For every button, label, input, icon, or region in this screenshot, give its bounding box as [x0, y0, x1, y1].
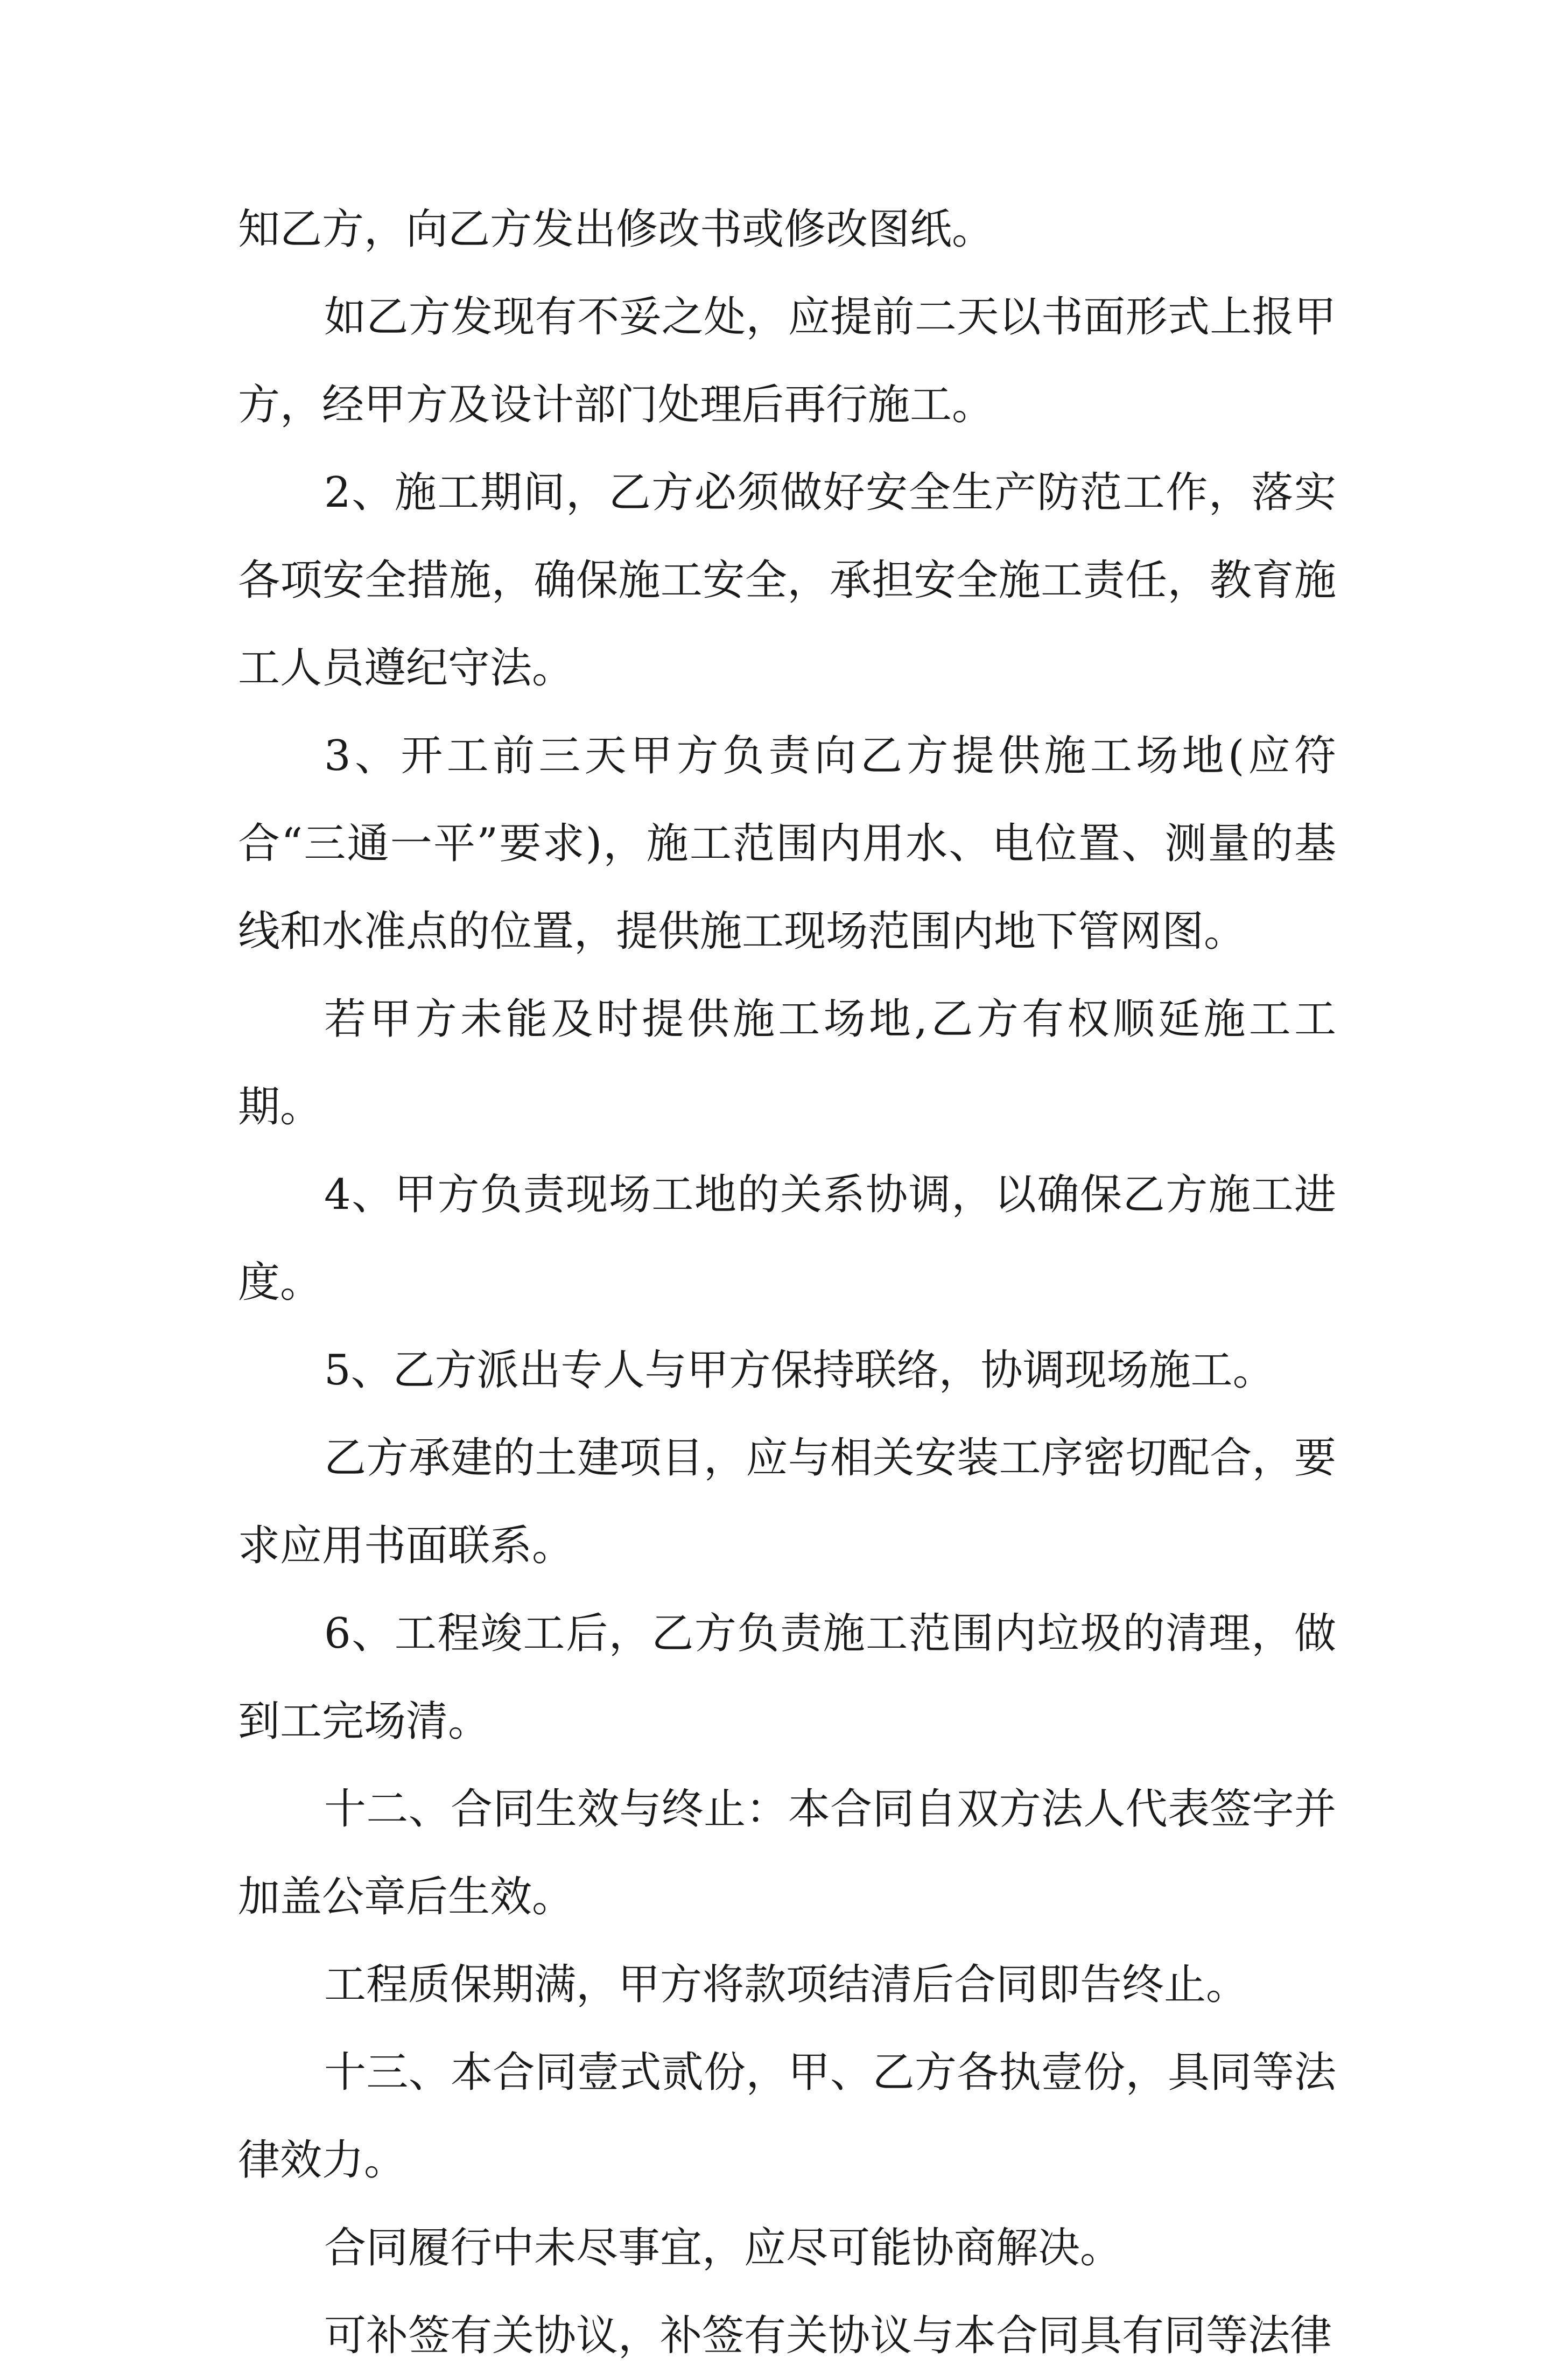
paragraph-1: 知乙方，向乙方发出修改书或修改图纸。	[238, 205, 994, 254]
paragraph-6: 4、甲方负责现场工地的关系协调，以确保乙方施工进度。	[238, 1171, 1336, 1307]
paragraph-7: 5、乙方派出专人与甲方保持联络，协调现场施工。	[324, 1346, 1275, 1395]
paragraph-13: 合同履行中未尽事宜，应尽可能协商解决。	[324, 2224, 1122, 2272]
paragraph-11: 工程质保期满，甲方将款项结清后合同即告终止。	[324, 1961, 1248, 2009]
paragraph-8: 乙方承建的土建项目，应与相关安装工序密切配合，要求应用书面联系。	[238, 1434, 1336, 1570]
paragraph-2: 如乙方发现有不妥之处，应提前二天以书面形式上报甲方，经甲方及设计部门处理后再行施工。	[238, 293, 1336, 429]
paragraph-5: 若甲方未能及时提供施工场地,乙方有权顺延施工工期。	[238, 995, 1336, 1131]
paragraph-12: 十三、本合同壹式贰份，甲、乙方各执壹份，具同等法律效力。	[238, 2048, 1336, 2185]
paragraph-4: 3、开工前三天甲方负责向乙方提供施工场地(应符合“三通一平”要求)，施工范围内用水、电位置、测量的基线和水准点的位置，提供施工现场范围内地下管网图。	[238, 732, 1336, 956]
document-body	[238, 186, 1336, 2380]
paragraph-14: 可补签有关协议，补签有关协议与本合同具有同等法律	[324, 2312, 1332, 2360]
paragraph-3: 2、施工期间，乙方必须做好安全生产防范工作，落实各项安全措施，确保施工安全，承担安全施工责任，教育施工人员遵纪守法。	[238, 468, 1336, 692]
paragraph-10: 十二、合同生效与终止：本合同自双方法人代表签字并加盖公章后生效。	[238, 1785, 1336, 1921]
paragraph-9: 6、工程竣工后，乙方负责施工范围内垃圾的清理，做到工完场清。	[238, 1609, 1336, 1746]
